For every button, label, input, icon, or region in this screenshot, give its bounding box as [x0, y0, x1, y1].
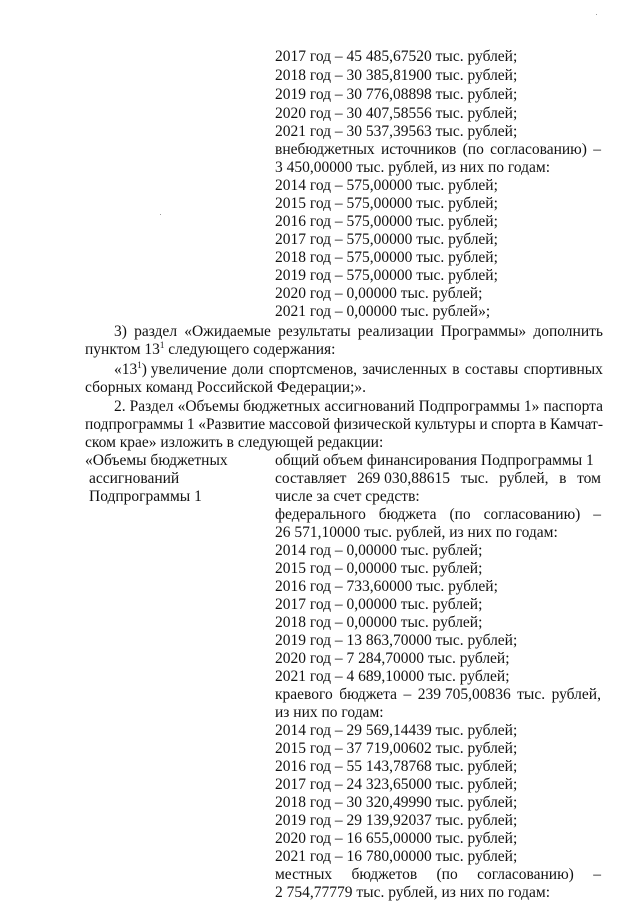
extrabudget-total: 3 450,00000 тыс. рублей, из них по годам:: [275, 159, 551, 176]
year-line: 2018 год – 575,00000 тыс. рублей;: [275, 249, 498, 266]
item3-paragraph: 3) раздел «Ожидаемые результаты реализации Программы» дополнить: [114, 323, 603, 340]
year-line: 2018 год – 30 385,81900 тыс. рублей;: [275, 67, 518, 84]
regional-tail: из них по годам:: [275, 704, 384, 721]
federal-total: 26 571,10000 тыс. рублей, из них по годам:: [275, 524, 558, 541]
year-line: 2018 год – 30 320,49990 тыс. рублей;: [275, 794, 518, 811]
year-line: 2021 год – 0,00000 тыс. рублей»;: [275, 303, 491, 320]
year-line: 2017 год – 24 323,65000 тыс. рублей;: [275, 776, 518, 793]
year-line: 2015 год – 37 719,00602 тыс. рублей;: [275, 740, 518, 757]
label-line: «Объемы бюджетных: [85, 452, 228, 469]
year-line: 2017 год – 45 485,67520 тыс. рублей;: [275, 48, 518, 65]
year-line: 2020 год – 30 407,58556 тыс. рублей;: [275, 105, 518, 122]
item2-paragraph: 2. Раздел «Объемы бюджетных ассигнований Подпрограммы 1» паспорта: [114, 398, 603, 415]
year-line: 2016 год – 575,00000 тыс. рублей;: [275, 213, 498, 230]
year-line: 2019 год – 13 863,70000 тыс. рублей;: [275, 632, 518, 649]
item3-quote-line2: сборных команд Российской Федерации;».: [85, 379, 367, 396]
year-line: 2020 год – 16 655,00000 тыс. рублей;: [275, 830, 518, 847]
item2-line3: ском крае» изложить в следующей редакции:: [85, 434, 384, 451]
year-line: 2020 год – 0,00000 тыс. рублей;: [275, 285, 483, 302]
year-line: 2014 год – 29 569,14439 тыс. рублей;: [275, 722, 518, 739]
label-line: Подпрограммы 1: [89, 488, 202, 505]
funding-line: общий объем финансирования Подпрограммы 1: [275, 452, 594, 469]
regional-heading: краевого бюджета – 239 705,00836 тыс. рублей,: [275, 686, 601, 703]
year-line: 2018 год – 0,00000 тыс. рублей;: [275, 614, 483, 631]
extrabudget-heading: внебюджетных источников (по согласованию) –: [275, 141, 601, 158]
year-line: 2019 год – 575,00000 тыс. рублей;: [275, 267, 498, 284]
year-line: 2016 год – 733,60000 тыс. рублей;: [275, 578, 498, 595]
scan-speck: [596, 14, 597, 15]
funding-line: числе за счет средств:: [275, 488, 420, 505]
year-line: 2016 год – 55 143,78768 тыс. рублей;: [275, 758, 518, 775]
item3-quote: «$13^1$) увеличение доли спортсменов, зачисленных в составы спортивных: [114, 360, 603, 378]
item3-line2: пунктом $13^1$ следующего содержания:: [85, 340, 336, 358]
year-line: 2021 год – 16 780,00000 тыс. рублей;: [275, 848, 518, 865]
year-line: 2017 год – 0,00000 тыс. рублей;: [275, 596, 483, 613]
year-line: 2019 год – 29 139,92037 тыс. рублей;: [275, 812, 518, 829]
year-line: 2015 год – 575,00000 тыс. рублей;: [275, 195, 498, 212]
year-line: 2015 год – 0,00000 тыс. рублей;: [275, 560, 483, 577]
item2-line2: подпрограммы 1 «Развитие массовой физической культуры и спорта в Камчат-: [85, 416, 603, 433]
funding-total: составляет 269 030,88615 тыс. рублей, в том: [275, 470, 601, 487]
year-line: 2020 год – 7 284,70000 тыс. рублей;: [275, 650, 510, 667]
year-line: 2019 год – 30 776,08898 тыс. рублей;: [275, 86, 518, 103]
label-line: ассигнований: [89, 470, 180, 487]
local-total: 2 754,77779 тыс. рублей, из них по годам:: [275, 884, 551, 901]
year-line: 2017 год – 575,00000 тыс. рублей;: [275, 231, 498, 248]
year-line: 2014 год – 575,00000 тыс. рублей;: [275, 177, 498, 194]
federal-heading: федерального бюджета (по согласованию) –: [275, 506, 601, 523]
year-line: 2014 год – 0,00000 тыс. рублей;: [275, 542, 483, 559]
local-heading: местных бюджетов (по согласованию) –: [275, 866, 601, 883]
year-line: 2021 год – 30 537,39563 тыс. рублей;: [275, 123, 518, 140]
year-line: 2021 год – 4 689,10000 тыс. рублей;: [275, 668, 510, 685]
scan-speck: [160, 214, 161, 215]
